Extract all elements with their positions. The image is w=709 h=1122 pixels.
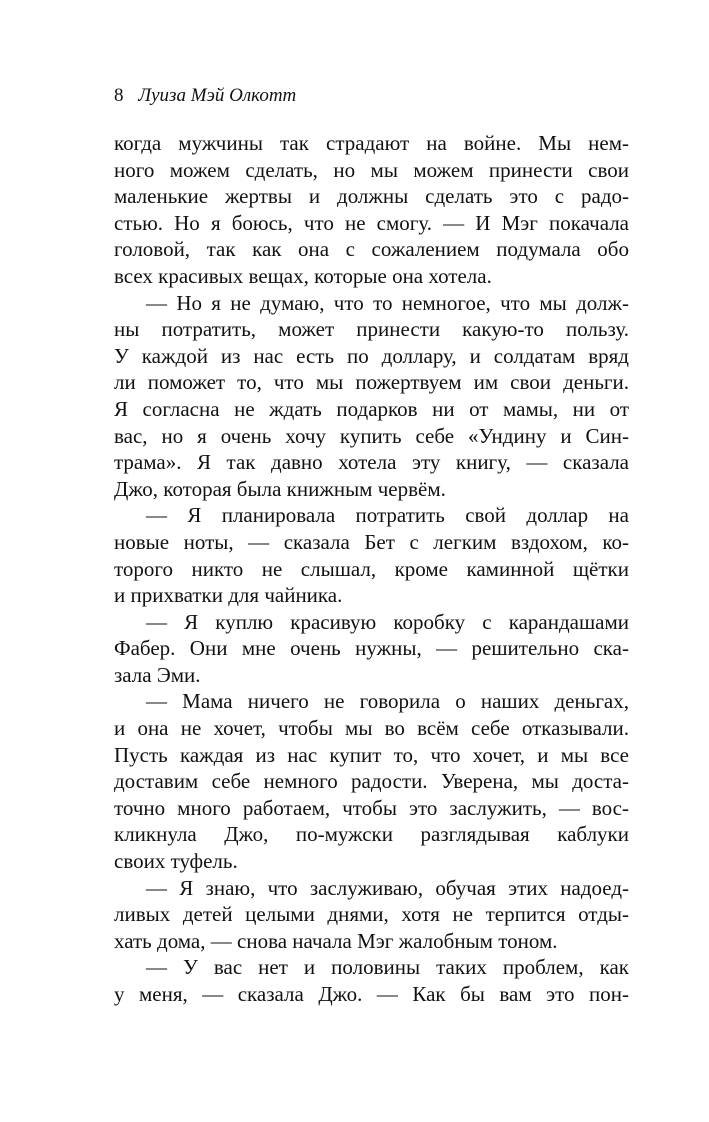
text-line: ли поможет то, что мы пожертвуем им свои деньги. (114, 370, 629, 395)
text-line: трама». Я так давно хотела эту книгу, — сказала (114, 450, 629, 475)
text-line: ливых детей целыми днями, хотя не терпится отды- (114, 902, 629, 927)
text-line: У каждой из нас есть по доллару, и солдатам вряд (114, 343, 629, 368)
text-line: — У вас нет и половины таких проблем, как (146, 955, 629, 980)
text-line: — Но я не думаю, что то немногое, что мы долж- (146, 290, 629, 315)
text-line: когда мужчины так страдают на войне. Мы нем- (114, 131, 629, 155)
running-head (114, 84, 296, 108)
text-line: у меня, — сказала Джо. — Как бы вам это пон- (114, 982, 629, 1006)
text-line: торого никто не слышал, кроме каминной щётки (114, 556, 629, 581)
text-line: доставим себе немного радости. Уверена, мы доста- (114, 769, 629, 794)
text-line: маленькие жертвы и должны сделать это с радо- (114, 184, 629, 209)
text-line: головой, так как она с сожалением подумала обо (114, 237, 629, 262)
text-line: кликнула Джо, по-мужски разглядывая каблуки (114, 822, 629, 847)
text-line: — Я планировала потратить свой доллар на (146, 503, 629, 528)
body-text (114, 130, 629, 1008)
text-line: вас, но я очень хочу купить себе «Ундину и Син- (114, 423, 629, 448)
text-line: своих туфель. (114, 849, 238, 874)
text-line: всех красивых вещах, которые она хотела. (114, 263, 492, 288)
text-line: Джо, которая была книжным червём. (114, 476, 446, 501)
text-line: зала Эми. (114, 662, 201, 687)
text-line: Фабер. Они мне очень нужны, — решительно ска- (114, 636, 629, 661)
text-line: — Я знаю, что заслуживаю, обучая этих надоед- (146, 875, 629, 900)
text-line: точно много работаем, чтобы это заслужить, — вос- (114, 795, 629, 820)
text-line: Я согласна не ждать подарков ни от мамы, ни от (114, 396, 629, 421)
text-line: стью. Но я боюсь, что не смогу. — И Мэг покачала (114, 210, 629, 235)
text-line: и она не хочет, чтобы мы во всём себе отказывали. (114, 716, 629, 741)
text-line: и прихватки для чайника. (114, 583, 343, 608)
text-line: ного можем сделать, но мы можем принести свои (114, 157, 629, 182)
text-line: хать дома, — снова начала Мэг жалобным тоном. (114, 928, 558, 953)
book-author: Луиза Мэй Олкотт (138, 85, 297, 106)
text-line: — Мама ничего не говорила о наших деньгах, (146, 689, 629, 714)
text-line: Пусть каждая из нас купит то, что хочет, и мы все (114, 742, 629, 767)
text-line: — Я куплю красивую коробку с карандашами (146, 609, 629, 634)
page-number: 8 (114, 85, 124, 106)
text-line: новые ноты, — сказала Бет с легким вздохом, ко- (114, 529, 629, 554)
text-line: ны потратить, может принести какую-то пользу. (114, 317, 629, 342)
